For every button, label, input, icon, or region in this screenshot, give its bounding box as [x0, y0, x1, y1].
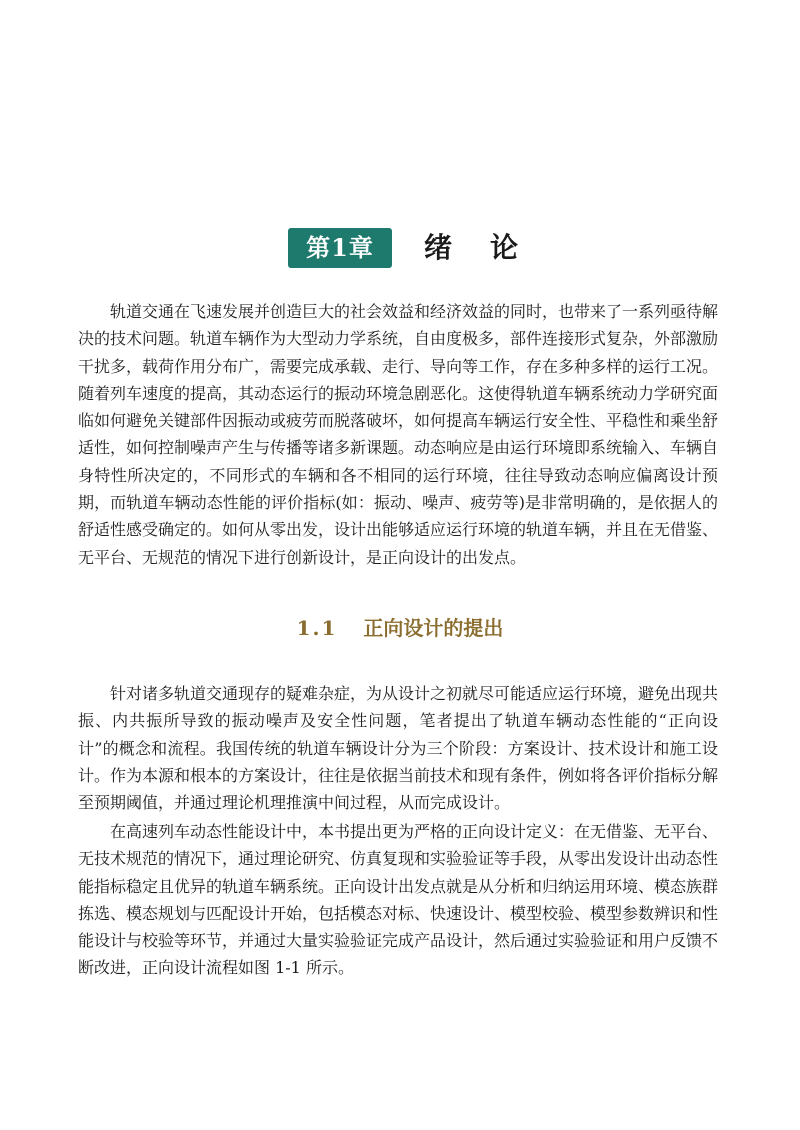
chapter-heading — [0, 228, 800, 272]
chapter-title: 绪论 — [424, 231, 557, 264]
section-title: 正向设计的提出 — [363, 616, 504, 640]
section-heading — [0, 613, 800, 643]
intro-paragraph: 轨道交通在飞速发展并创造巨大的社会效益和经济效益的同时，也带来了一系列亟待解决的技术问题。轨道车辆作为大型动力学系统，自由度极多，部件连接形式复杂，外部激励干扰多，载荷作用分布广，需要完成承载、走行、导向等工作，存在多种多样的运行工况。随着列车速度的提高，其动态运行的振动环境急剧恶化。这使得轨道车辆系统动力学研究面临如何避免关键部件因振动或疲劳而脱落破坏，如何提高车辆运行安全性、平稳性和乘坐舒适性，如何控制噪声产生与传播等诸多新课题。动态响应是由运行环境即系统输入、车辆自身特性所决定的，不同形式的车辆和各不相同的运行环境，往往导致动态响应偏离设计预期，而轨道车辆动态性能的评价指标(如：振动、噪声、疲劳等)是非常明确的，是依据人的舒适性感受确定的。如何从零出发，设计出能够适应运行环境的轨道车辆，并且在无借鉴、无平台、无规范的情况下进行创新设计，是正向设计的出发点。 — [78, 302, 719, 567]
section-number: 1.1 — [296, 616, 338, 640]
section-paragraph-2: 在高速列车动态性能设计中，本书提出更为严格的正向设计定义：在无借鉴、无平台、无技术规范的情况下，通过理论研究、仿真复现和实验验证等手段，从零出发设计出动态性能指标稳定且优异的轨道车辆系统。正向设计出发点就是从分析和归纳运用环境、模态族群拣选、模态规划与匹配设计开始，包括模态对标、快速设计、模型校验、模型参数辨识和性能设计与校验等环节，并通过大量实验验证完成产品设计，然后通过实验验证和用户反馈不断改进，正向设计流程如图 1-1 所示。 — [78, 822, 719, 978]
chapter-number-badge: 第1章 — [288, 228, 392, 268]
section-paragraph-1: 针对诸多轨道交通现存的疑难杂症，为从设计之初就尽可能适应运行环境，避免出现共振、内共振所导致的振动噪声及安全性问题，笔者提出了轨道车辆动态性能的“正向设计”的概念和流程。我国传统的轨道车辆设计分为三个阶段：方案设计、技术设计和施工设计。作为本源和根本的方案设计，往往是依据当前技术和现有条件，例如将各评价指标分解至预期阈值，并通过理论机理推演中间过程，从而完成设计。 — [78, 684, 719, 813]
